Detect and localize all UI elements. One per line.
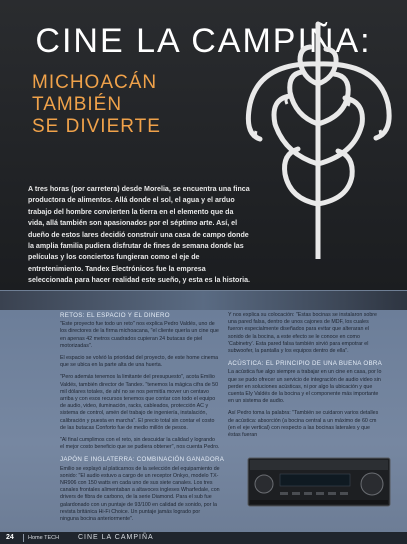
magazine-name: Home TECH <box>28 535 60 541</box>
footer-section: CINE LA CAMPIÑA <box>78 534 154 541</box>
body-paragraph: La acústica fue algo siempre a trabajar en un cine en casa, por lo que se pudo ofrecer un servicio de integración de audio video sin perder en soluciones acústicas, ni por algo la ubicación y que cuenta Ely Valdés de la bocina y el componente más importante en un sistema de audio. <box>228 369 382 405</box>
page-subtitle <box>32 72 222 138</box>
body-paragraph: Y nos explica su colocación: "Estas bocinas se instalaron sobre una pared falsa, dentro de unos cajones de MDF, los cuales fueron especialmente diseñados para evitar que alteraran el sonido de la bocina, a este efecto se le conoce en como 'Cabinetry'. Esta pared falsa también sirvió para empotrar el subwoofer, la pantalla y los equipos dentro de ella". <box>228 312 378 355</box>
section-heading: JAPÓN E INGLATERRA: COMBINACIÓN GANADORA <box>60 456 225 464</box>
subtitle-line: SE DIVIERTE <box>32 116 161 137</box>
body-paragraph: "Pero además tenemos la limitante del presupuesto", acota Emilio Valdés, también director de Tandex. "tenemos la mágica cifra de 50 mil dólares totales, de ahí no se nos permitía mover un centavo arriba y con esos recursos tenemos que contar con todo el equipo de audio, video, iluminación, racks, cableados, protección AC y sistema de control, amén del trabajo de ingeniería, instalación, calibración y puesta en marcha". El precio total sin contar el costo de las butacas Conforto fue de medio millón de pesos. <box>60 374 219 431</box>
body-paragraph: Así Pedro toma la palabra: "También se cuidaron varios detalles de acústica: absorción (a bocina central a un máximo de 60 cm (en el eje vertical) con respecto a las bocinas laterales y que éstas fueran <box>228 410 379 439</box>
subtitle-line: TAMBIÉN <box>32 94 123 115</box>
intro-paragraph: A tres horas (por carretera) desde Morelia, se encuentra una finca productora de alimentos. Allá donde el sol, el agua y el arduo trabajo del hombre convierten la tierra en el elemento que da vida, allá también son apasionados por el séptimo arte. Así, el dueño de estos lares decidió construir una casa de campo donde la amplia familia pudiera disfrutar de fines de semana donde las películas y los conciertos fungieran como el eje de entretenimiento. Tandex Electrónicos fue la empresa seleccionada para hacer realidad este sueño, y esta es la historia. <box>28 185 250 285</box>
body-paragraph: Emilio se explayó al platicarnos de la selección del equipamiento de sonido: "El audio estuvo a cargo de un receptor Onkyo, modelo TX-NR906 con 150 watts en cada uno de sus siete canales. Los tres canales frontales alimentaban a altavoces ingleses Wharfedale, con drivers de fibra de carbono, de la serie Diamond. Para el sub fue galardonado con un puntaje de 93/100 en calidad de sonido, por la revista británica Hi-Fi Choice. Un puntaje jamás logrado por ninguna bocina anteriormente". <box>60 465 220 523</box>
left-column <box>60 312 225 528</box>
right-column <box>228 312 384 444</box>
page-title: CINE LA CAMPIÑA: <box>35 22 372 60</box>
section-heading: RETOS: EL ESPACIO Y EL DINERO <box>60 312 170 319</box>
tree-illustration <box>230 4 400 259</box>
page-number: 24 <box>6 534 14 541</box>
section-band <box>0 290 407 311</box>
av-receiver-image <box>246 452 392 510</box>
body-paragraph: El espacio se volvió la prioridad del proyecto, de este home cinema que se ubica en la parte alta de una huerta. <box>60 355 219 369</box>
subtitle-line: MICHOACÁN <box>32 72 158 93</box>
footer-divider <box>23 534 24 542</box>
body-paragraph: "Al final cumplimos con el reto, sin descuidar la calidad y logrando el mejor costo beneficio que se pudiera obtener", nos cuenta Pedro. <box>60 437 220 451</box>
body-paragraph: "Este proyecto fue todo un reto" nos explica Pedro Valdés, uno de los directores de la firma michoacana, "el cliente quería un cine que en apenas 42 metros cuadrados cupieran 24 butacas de piel motorizadas". <box>60 321 219 349</box>
section-heading: ACÚSTICA: EL PRINCIPIO DE UNA BUENA OBRA <box>228 360 383 368</box>
page-footer <box>0 532 407 544</box>
